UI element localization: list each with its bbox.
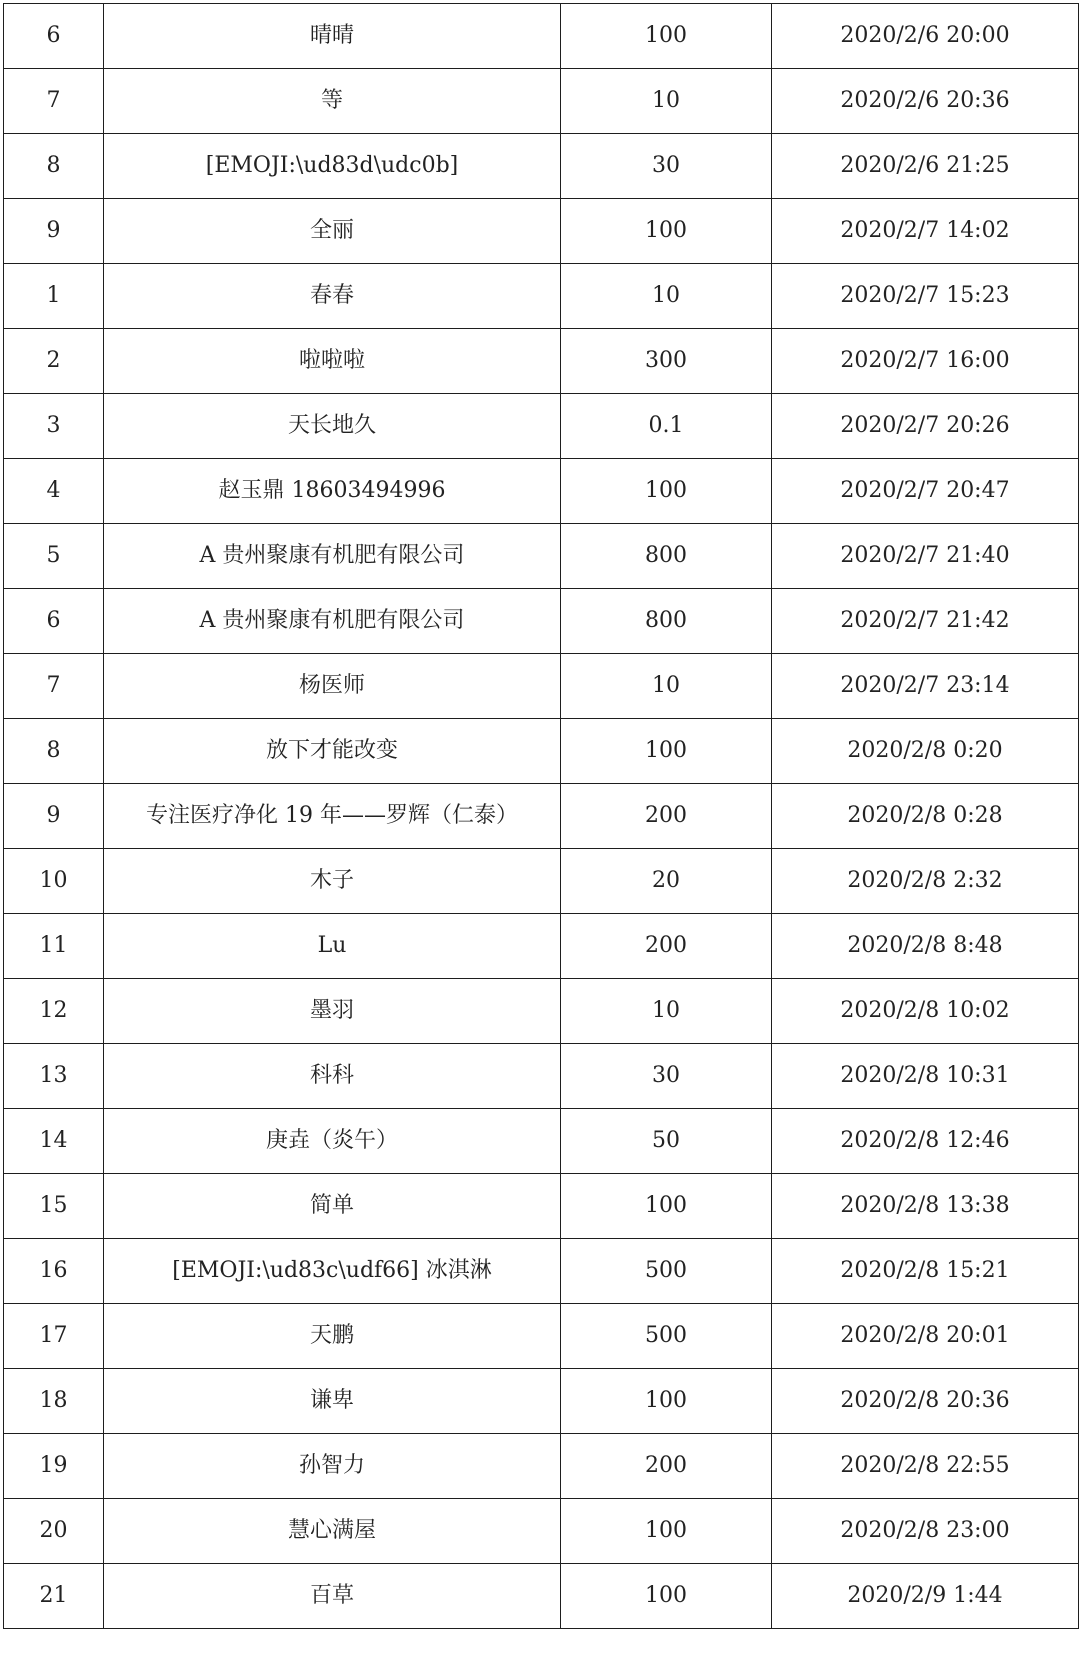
cell-amount: 300	[561, 329, 772, 394]
cell-name: 百草	[104, 1564, 561, 1629]
cell-name: 赵玉鼎 18603494996	[104, 459, 561, 524]
table-row	[4, 524, 1079, 589]
cell-index: 6	[4, 4, 104, 69]
cell-name: 墨羽	[104, 979, 561, 1044]
cell-name: 谦卑	[104, 1369, 561, 1434]
cell-index: 16	[4, 1239, 104, 1304]
cell-amount: 200	[561, 1434, 772, 1499]
cell-index: 14	[4, 1109, 104, 1174]
table-row	[4, 1304, 1079, 1369]
table-container	[3, 3, 1078, 1629]
cell-name: 天鹏	[104, 1304, 561, 1369]
cell-index: 20	[4, 1499, 104, 1564]
table-row	[4, 1499, 1079, 1564]
cell-time: 2020/2/8 22:55	[772, 1434, 1079, 1499]
cell-name: 放下才能改变	[104, 719, 561, 784]
cell-amount: 200	[561, 784, 772, 849]
cell-amount: 100	[561, 719, 772, 784]
cell-index: 15	[4, 1174, 104, 1239]
table-row	[4, 1434, 1079, 1499]
table-row	[4, 459, 1079, 524]
table-row	[4, 849, 1079, 914]
cell-time: 2020/2/8 23:00	[772, 1499, 1079, 1564]
cell-amount: 800	[561, 524, 772, 589]
cell-amount: 100	[561, 459, 772, 524]
cell-index: 17	[4, 1304, 104, 1369]
cell-time: 2020/2/6 20:36	[772, 69, 1079, 134]
cell-time: 2020/2/7 20:26	[772, 394, 1079, 459]
table-row	[4, 4, 1079, 69]
cell-name: [EMOJI:\ud83c\udf66] 冰淇淋	[104, 1239, 561, 1304]
cell-index: 21	[4, 1564, 104, 1629]
cell-amount: 100	[561, 1369, 772, 1434]
cell-index: 10	[4, 849, 104, 914]
table-row	[4, 1109, 1079, 1174]
cell-name: 杨医师	[104, 654, 561, 719]
cell-time: 2020/2/6 20:00	[772, 4, 1079, 69]
cell-name: 木子	[104, 849, 561, 914]
table-row	[4, 784, 1079, 849]
cell-time: 2020/2/8 0:28	[772, 784, 1079, 849]
cell-amount: 100	[561, 1174, 772, 1239]
cell-index: 8	[4, 719, 104, 784]
cell-time: 2020/2/8 10:02	[772, 979, 1079, 1044]
cell-name: 全丽	[104, 199, 561, 264]
cell-amount: 100	[561, 199, 772, 264]
table-row	[4, 1174, 1079, 1239]
cell-amount: 800	[561, 589, 772, 654]
table-row	[4, 394, 1079, 459]
cell-index: 9	[4, 199, 104, 264]
table-row	[4, 1044, 1079, 1109]
cell-name: 专注医疗净化 19 年——罗辉（仁泰）	[104, 784, 561, 849]
cell-name: 啦啦啦	[104, 329, 561, 394]
cell-index: 8	[4, 134, 104, 199]
cell-time: 2020/2/8 0:20	[772, 719, 1079, 784]
cell-time: 2020/2/8 12:46	[772, 1109, 1079, 1174]
cell-name: 晴晴	[104, 4, 561, 69]
cell-name: 等	[104, 69, 561, 134]
cell-index: 2	[4, 329, 104, 394]
cell-index: 7	[4, 654, 104, 719]
cell-time: 2020/2/8 8:48	[772, 914, 1079, 979]
cell-amount: 10	[561, 979, 772, 1044]
table-row	[4, 1369, 1079, 1434]
cell-name: 慧心满屋	[104, 1499, 561, 1564]
table-body	[4, 4, 1079, 1629]
cell-amount: 100	[561, 1564, 772, 1629]
cell-name: Lu	[104, 914, 561, 979]
cell-name: 春春	[104, 264, 561, 329]
cell-index: 11	[4, 914, 104, 979]
cell-name: [EMOJI:\ud83d\udc0b]	[104, 134, 561, 199]
cell-index: 5	[4, 524, 104, 589]
table-row	[4, 914, 1079, 979]
table-row	[4, 589, 1079, 654]
cell-amount: 50	[561, 1109, 772, 1174]
cell-time: 2020/2/6 21:25	[772, 134, 1079, 199]
cell-time: 2020/2/7 21:40	[772, 524, 1079, 589]
cell-index: 7	[4, 69, 104, 134]
cell-time: 2020/2/8 13:38	[772, 1174, 1079, 1239]
table-row	[4, 1239, 1079, 1304]
table-row	[4, 979, 1079, 1044]
cell-amount: 500	[561, 1304, 772, 1369]
table-row	[4, 329, 1079, 394]
table-row	[4, 719, 1079, 784]
cell-amount: 20	[561, 849, 772, 914]
cell-amount: 10	[561, 264, 772, 329]
cell-name: 科科	[104, 1044, 561, 1109]
cell-amount: 100	[561, 4, 772, 69]
table-row	[4, 199, 1079, 264]
cell-time: 2020/2/7 14:02	[772, 199, 1079, 264]
cell-time: 2020/2/7 21:42	[772, 589, 1079, 654]
table-row	[4, 1564, 1079, 1629]
cell-time: 2020/2/9 1:44	[772, 1564, 1079, 1629]
cell-time: 2020/2/7 16:00	[772, 329, 1079, 394]
cell-amount: 10	[561, 654, 772, 719]
cell-time: 2020/2/8 2:32	[772, 849, 1079, 914]
cell-name: 简单	[104, 1174, 561, 1239]
cell-time: 2020/2/7 20:47	[772, 459, 1079, 524]
cell-index: 13	[4, 1044, 104, 1109]
cell-index: 19	[4, 1434, 104, 1499]
cell-index: 1	[4, 264, 104, 329]
cell-amount: 30	[561, 134, 772, 199]
cell-amount: 10	[561, 69, 772, 134]
cell-index: 9	[4, 784, 104, 849]
cell-time: 2020/2/8 20:36	[772, 1369, 1079, 1434]
cell-time: 2020/2/7 15:23	[772, 264, 1079, 329]
cell-time: 2020/2/8 15:21	[772, 1239, 1079, 1304]
table-row	[4, 264, 1079, 329]
cell-index: 12	[4, 979, 104, 1044]
cell-time: 2020/2/7 23:14	[772, 654, 1079, 719]
cell-name: A 贵州聚康有机肥有限公司	[104, 524, 561, 589]
cell-index: 4	[4, 459, 104, 524]
cell-amount: 30	[561, 1044, 772, 1109]
cell-amount: 500	[561, 1239, 772, 1304]
cell-index: 18	[4, 1369, 104, 1434]
cell-time: 2020/2/8 20:01	[772, 1304, 1079, 1369]
data-table	[3, 3, 1079, 1629]
cell-amount: 100	[561, 1499, 772, 1564]
cell-index: 6	[4, 589, 104, 654]
table-row	[4, 134, 1079, 199]
cell-amount: 0.1	[561, 394, 772, 459]
cell-name: A 贵州聚康有机肥有限公司	[104, 589, 561, 654]
table-row	[4, 69, 1079, 134]
cell-amount: 200	[561, 914, 772, 979]
cell-name: 庚垚（炎午）	[104, 1109, 561, 1174]
table-row	[4, 654, 1079, 719]
cell-name: 孙智力	[104, 1434, 561, 1499]
cell-time: 2020/2/8 10:31	[772, 1044, 1079, 1109]
cell-name: 天长地久	[104, 394, 561, 459]
cell-index: 3	[4, 394, 104, 459]
